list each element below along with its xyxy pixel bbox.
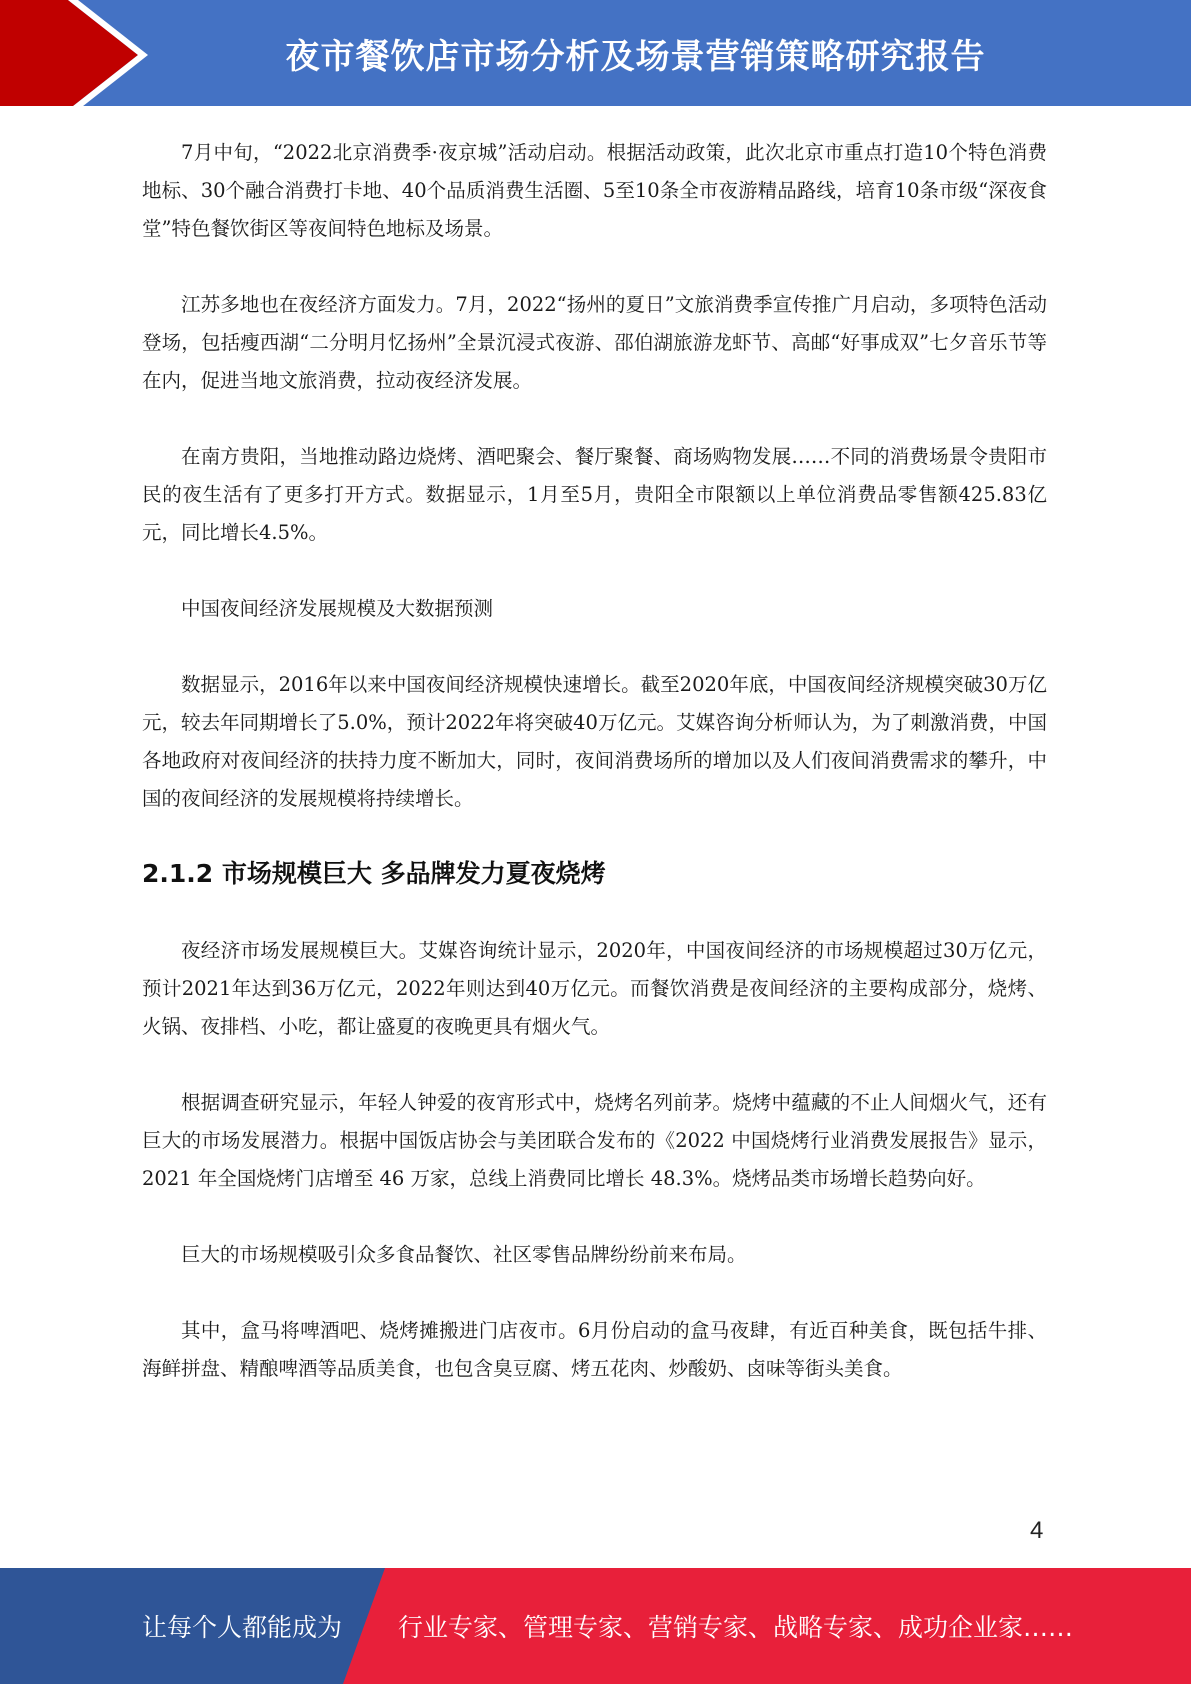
- section-heading: 2.1.2 市场规模巨大 多品牌发力夏夜烧烤: [142, 859, 606, 888]
- paragraph: 江苏多地也在夜经济方面发力。7月，2022“扬州的夏日”文旅消费季宣传推广月启动，多项特色活动登场，包括瘦西湖“二分明月忆扬州”全景沉浸式夜游、邵伯湖旅游龙虾节、高邮“好事成双”七夕音乐节等在内，促进当地文旅消费，拉动夜经济发展。: [142, 293, 1047, 392]
- paragraph: 夜经济市场发展规模巨大。艾媒咨询统计显示，2020年，中国夜间经济的市场规模超过30万亿元，预计2021年达到36万亿元，2022年则达到40万亿元。而餐饮消费是夜间经济的主要构成部分，烧烤、火锅、夜排档、小吃，都让盛夏的夜晚更具有烟火气。: [142, 939, 1047, 1038]
- page-footer: [0, 1568, 1191, 1684]
- header-title: 夜市餐饮店市场分析及场景营销策略研究报告: [285, 36, 986, 77]
- subheading-paragraph: 中国夜间经济发展规模及大数据预测: [181, 597, 494, 620]
- footer-slogan-right: 行业专家、管理专家、营销专家、战略专家、成功企业家……: [398, 1613, 1074, 1642]
- document-body: [142, 134, 1047, 1388]
- page-number: 4: [1030, 1517, 1044, 1544]
- paragraph: 7月中旬，“2022北京消费季·夜京城”活动启动。根据活动政策，此次北京市重点打造10个特色消费地标、30个融合消费打卡地、40个品质消费生活圈、5至10条全市夜游精品路线，培育10条市级“深夜食堂”特色餐饮街区等夜间特色地标及场景。: [142, 141, 1047, 240]
- paragraph: 其中，盒马将啤酒吧、烧烤摊搬进门店夜市。6月份启动的盒马夜肆，有近百种美食，既包括牛排、海鲜拼盘、精酿啤酒等品质美食，也包含臭豆腐、烤五花肉、炒酸奶、卤味等街头美食。: [142, 1319, 1047, 1380]
- paragraph: 数据显示，2016年以来中国夜间经济规模快速增长。截至2020年底，中国夜间经济规模突破30万亿元，较去年同期增长了5.0%，预计2022年将突破40万亿元。艾媒咨询分析师认为，为了刺激消费，中国各地政府对夜间经济的扶持力度不断加大，同时，夜间消费场所的增加以及人们夜间消费需求的攀升，中国的夜间经济的发展规模将持续增长。: [142, 673, 1047, 810]
- footer-slogan-left: 让每个人都能成为: [142, 1613, 343, 1642]
- paragraph: 根据调查研究显示，年轻人钟爱的夜宵形式中，烧烤名列前茅。烧烤中蕴藏的不止人间烟火气，还有巨大的市场发展潜力。根据中国饭店协会与美团联合发布的《2022 中国烧烤行业消费发展报告》显示，2021 年全国烧烤门店增至 46 万家，总线上消费同比增长 48.3%。烧烤品类市场增长趋势向好。: [142, 1091, 1047, 1190]
- page-header: [0, 0, 1191, 110]
- paragraph: 在南方贵阳，当地推动路边烧烤、酒吧聚会、餐厅聚餐、商场购物发展……不同的消费场景令贵阳市民的夜生活有了更多打开方式。数据显示，1月至5月，贵阳全市限额以上单位消费品零售额425.83亿元，同比增长4.5%。: [142, 445, 1047, 544]
- paragraph: 巨大的市场规模吸引众多食品餐饮、社区零售品牌纷纷前来布局。: [181, 1243, 747, 1266]
